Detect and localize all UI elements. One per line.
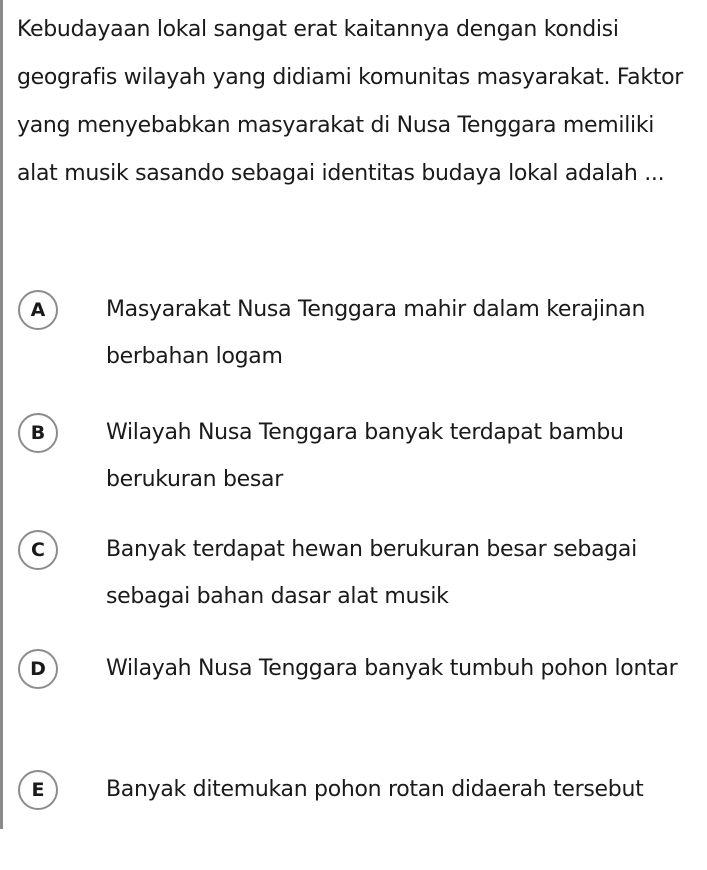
option-e[interactable] xyxy=(18,770,698,870)
left-border xyxy=(0,0,3,829)
option-d-badge[interactable]: D xyxy=(18,649,58,689)
option-c[interactable] xyxy=(18,530,698,630)
option-b-text: Wilayah Nusa Tenggara banyak terdapat bambu berukuran besar xyxy=(106,420,624,492)
option-e-text: Banyak ditemukan pohon rotan didaerah tersebut xyxy=(106,777,644,802)
option-e-badge[interactable]: E xyxy=(18,770,58,810)
option-b[interactable] xyxy=(18,413,698,513)
question-text: Kebudayaan lokal sangat erat kaitannya dengan kondisi geografis wilayah yang didiami komunitas masyarakat. Faktor yang menyebabkan masyarakat di Nusa Tenggara memiliki alat musik sasando sebagai identitas budaya lokal adalah ... xyxy=(17,17,684,186)
option-c-text: Banyak terdapat hewan berukuran besar sebagai sebagai bahan dasar alat musik xyxy=(106,537,637,609)
option-a-text: Masyarakat Nusa Tenggara mahir dalam kerajinan berbahan logam xyxy=(106,297,646,369)
option-a-badge[interactable]: A xyxy=(18,290,58,330)
option-c-badge[interactable]: C xyxy=(18,530,58,570)
option-a[interactable] xyxy=(18,290,698,390)
option-d[interactable] xyxy=(18,649,698,749)
option-d-text: Wilayah Nusa Tenggara banyak tumbuh pohon lontar xyxy=(106,656,678,681)
option-b-badge[interactable]: B xyxy=(18,413,58,453)
